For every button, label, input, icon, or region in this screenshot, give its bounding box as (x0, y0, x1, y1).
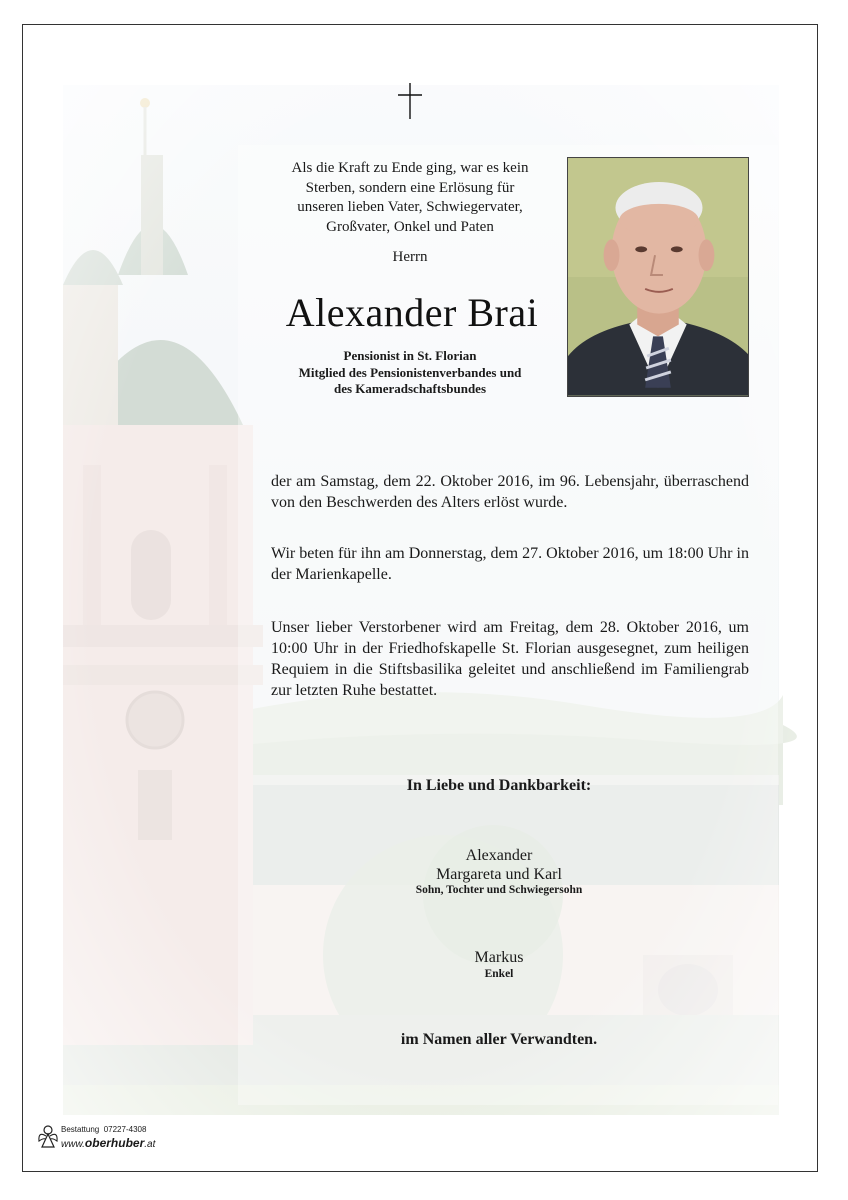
intro-line: Sterben, sondern eine Erlösung für (305, 179, 515, 196)
portrait-photo (567, 157, 749, 397)
logo-contact (61, 1125, 146, 1134)
logo-web-prefix: www. (61, 1139, 85, 1150)
logo-web-suffix: .at (144, 1139, 156, 1150)
role-line: Pensionist in St. Florian (343, 348, 477, 363)
deceased-name: Alexander Brai (285, 290, 539, 335)
mourner-name: Alexander (465, 847, 533, 864)
mourner-relation-1: Sohn, Tochter und Schwiegersohn (415, 884, 583, 896)
cross-icon (395, 81, 425, 121)
intro-line: Großvater, Onkel und Paten (326, 218, 494, 235)
mourner-name: Margareta und Karl (436, 866, 562, 883)
salutation: Herrn (392, 249, 428, 265)
logo-web (61, 1136, 155, 1150)
obituary-card (22, 24, 818, 1172)
intro-text (257, 159, 563, 237)
logo-label: Bestattung (61, 1125, 100, 1134)
thanks-heading: In Liebe und Dankbarkeit: (406, 777, 592, 794)
mourner-name-2: Markus (474, 949, 524, 966)
intro-line: Als die Kraft zu Ende ging, war es kein (291, 160, 529, 176)
funeral-home-logo (37, 1123, 167, 1153)
logo-web-brand: oberhuber (84, 1136, 145, 1150)
angel-logo-icon (37, 1123, 59, 1151)
deceased-roles (257, 348, 563, 398)
funeral-paragraph: Unser lieber Verstorbener wird am Freitag, dem 28. Oktober 2016, um 10:00 Uhr in der Friedhofskapelle St. Florian ausgesegnet, zum heiligen Requiem in die Stiftsbasilika geleitet und anschließend im Familiengrab zur letzten Ruhe bestattet. (271, 619, 749, 699)
role-line: Mitglied des Pensionistenverbandes und (298, 364, 522, 380)
mourner-relation-2: Enkel (484, 968, 514, 980)
death-paragraph: der am Samstag, dem 22. Oktober 2016, im 96. Lebensjahr, überraschend von den Beschwerden des Alters erlöst wurde. (271, 473, 749, 511)
closing-line: im Namen aller Verwandten. (400, 1031, 598, 1048)
intro-line: unseren lieben Vater, Schwiegervater, (297, 199, 523, 215)
prayer-paragraph: Wir beten für ihn am Donnerstag, dem 27. Oktober 2016, um 18:00 Uhr in der Marienkapelle. (271, 545, 749, 583)
logo-phone: 07227-4308 (103, 1125, 147, 1134)
role-line: des Kameradschaftsbundes (333, 381, 487, 396)
mourner-group-1 (249, 846, 749, 884)
